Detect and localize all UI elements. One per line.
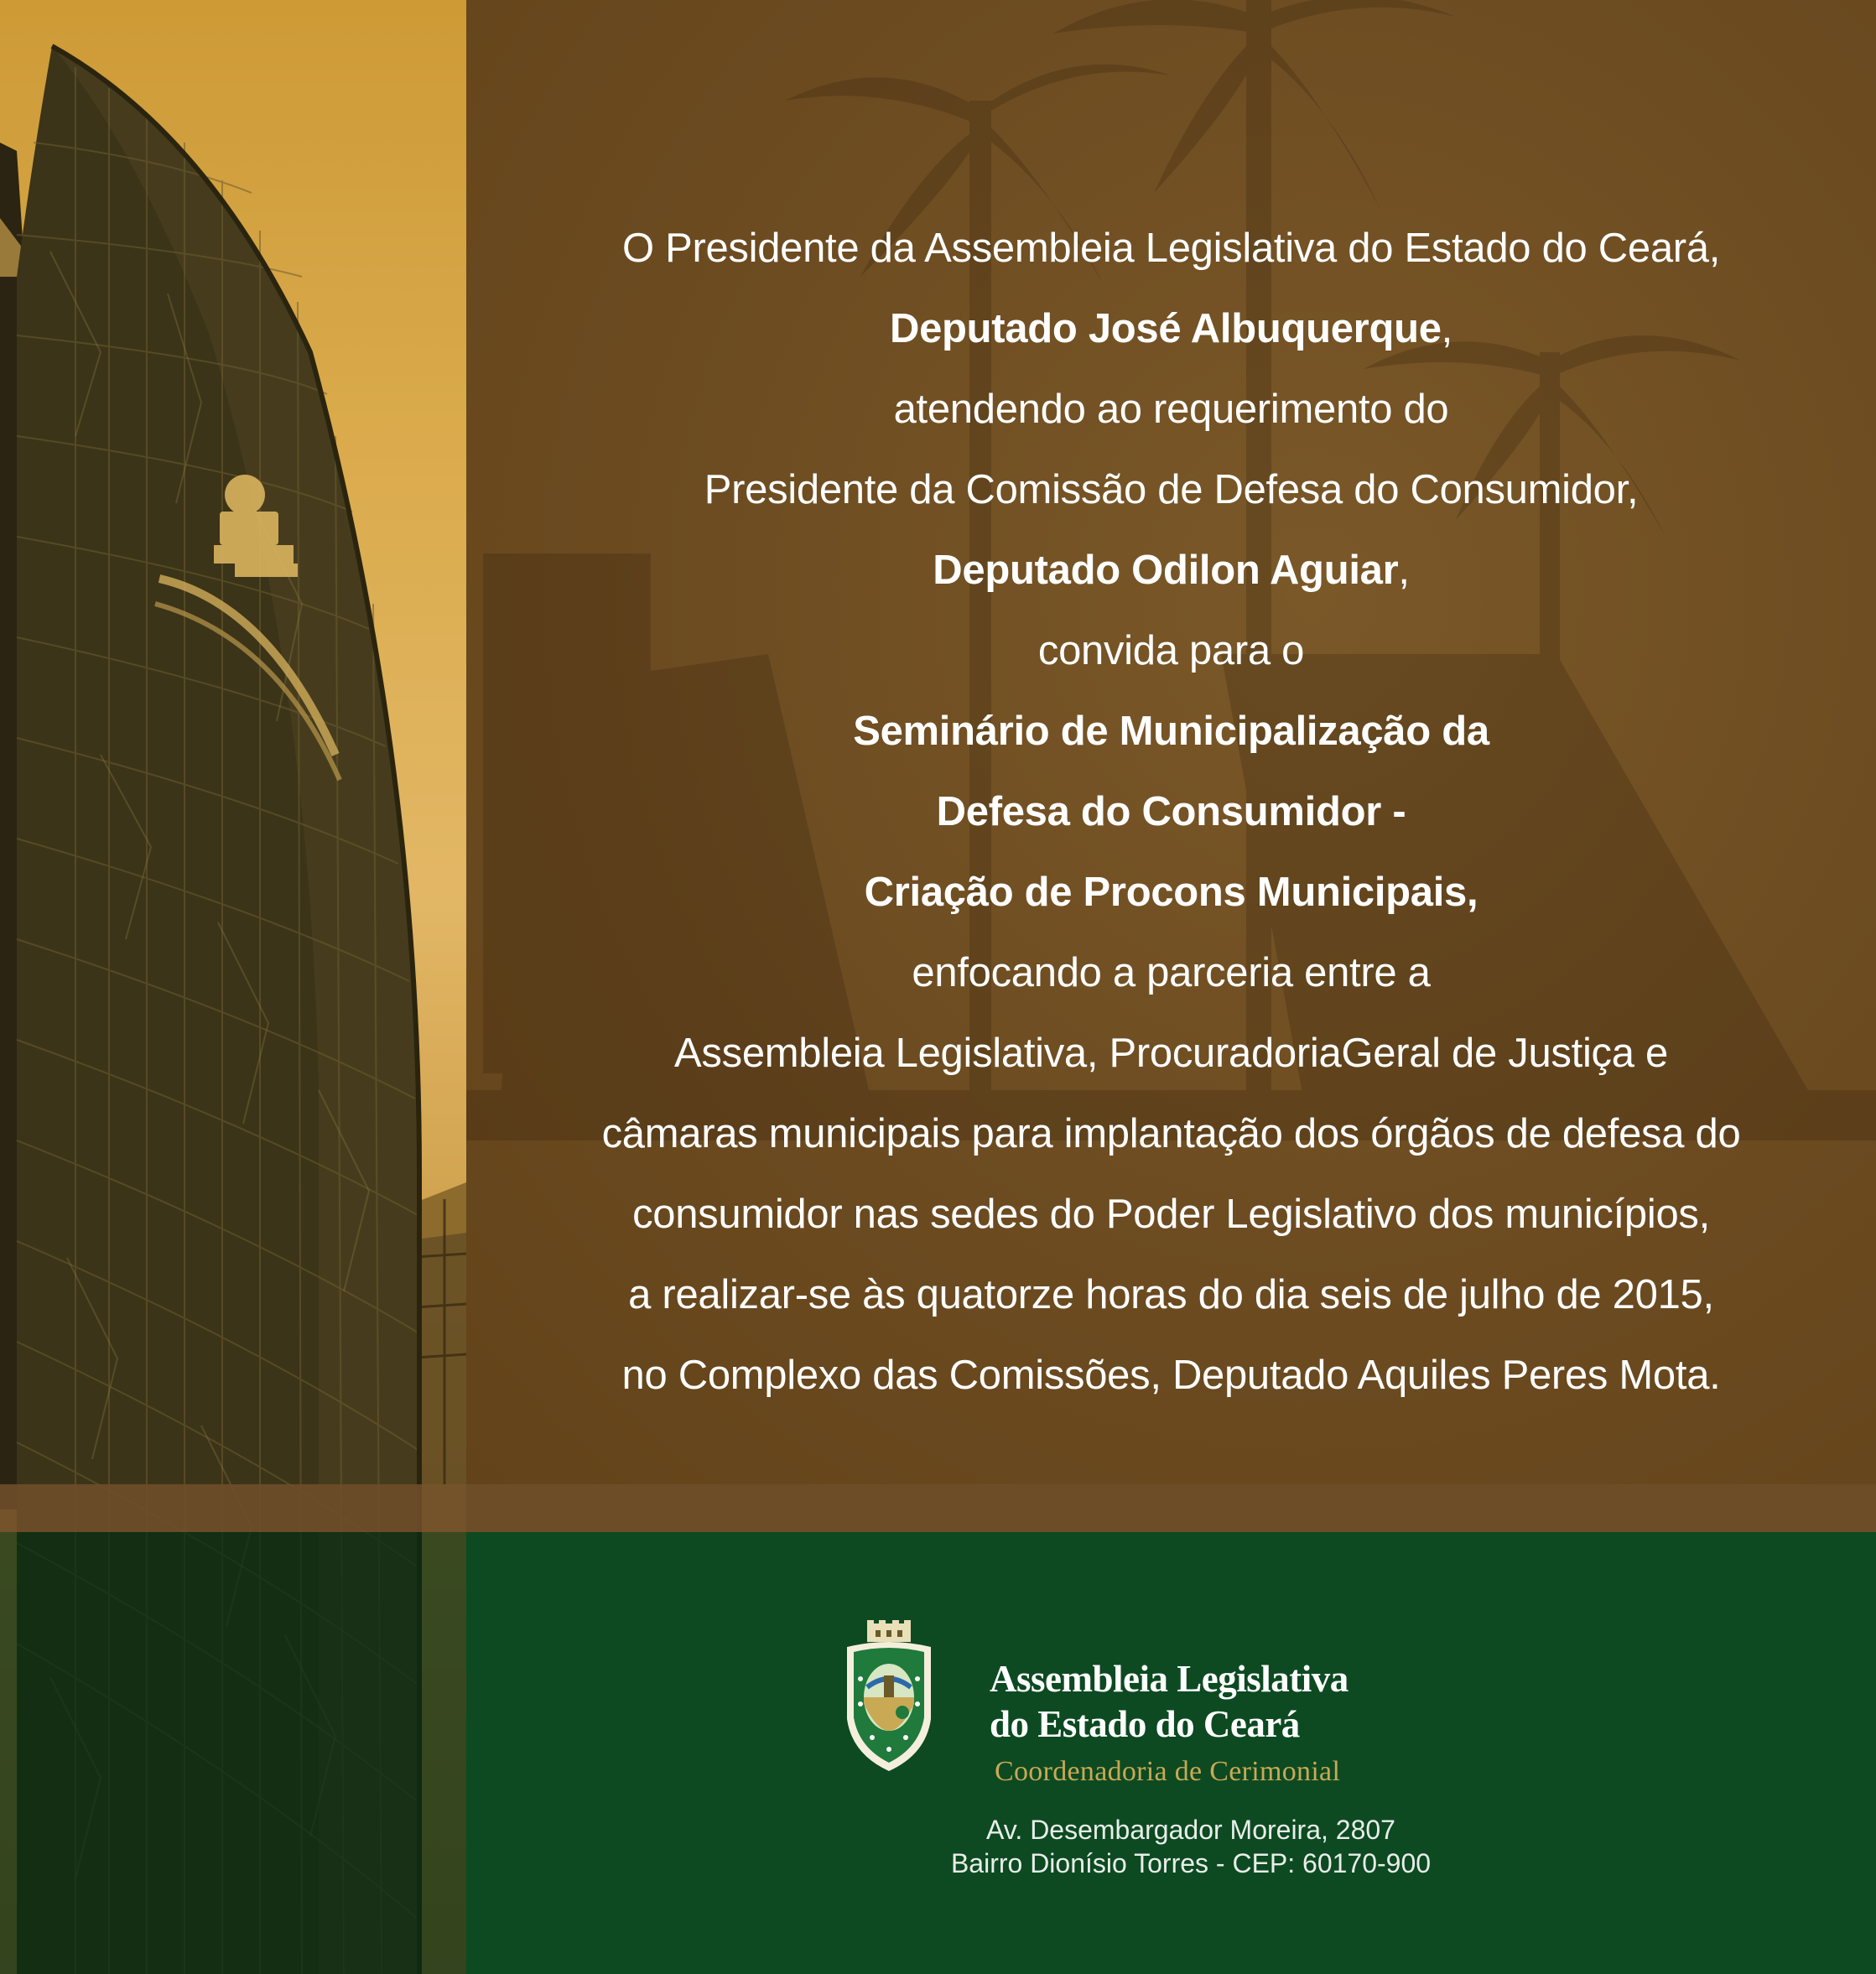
footer-panel — [466, 1532, 1876, 1974]
event-title-line: Criação de Procons Municipais, — [864, 870, 1478, 915]
invitation-line: atendendo ao requerimento do — [893, 387, 1449, 432]
address-street: Av. Desembargador Moreira, 2807 — [986, 1815, 1395, 1845]
invitation-line: convida para o — [1037, 628, 1305, 673]
invitation-line: câmaras municipais para implantação dos órgãos de defesa do — [601, 1111, 1741, 1156]
event-location-line: no Complexo das Comissões, Deputado Aquiles Peres Mota. — [621, 1353, 1721, 1398]
photo-footer-overlay — [0, 1532, 466, 1974]
punctuation: , — [1441, 306, 1452, 351]
event-datetime-line: a realizar-se às quatorze horas do dia seis de julho de 2015, — [628, 1272, 1714, 1317]
invitation-line: O Presidente da Assembleia Legislativa do Estado do Ceará, — [621, 226, 1721, 271]
requester-name: Deputado Odilon Aguiar — [933, 548, 1399, 593]
event-title-line: Defesa do Consumidor - — [936, 789, 1406, 834]
address-neighborhood-zip: Bairro Dionísio Torres - CEP: 60170-900 — [950, 1848, 1432, 1878]
org-name-line2: do Estado do Ceará — [990, 1703, 1300, 1745]
invitation-text — [466, 208, 1876, 1416]
event-title-line: Seminário de Municipalização da — [853, 709, 1489, 754]
invitation-line: consumidor nas sedes do Poder Legislativo dos municípios, — [632, 1192, 1710, 1237]
punctuation: , — [1398, 548, 1410, 593]
invitation-line: Presidente da Comissão de Defesa do Consumidor, — [704, 467, 1639, 512]
invitation-line-requester — [466, 530, 1876, 610]
invitation-line: enfocando a parceria entre a — [912, 950, 1431, 995]
state-coat-of-arms-icon — [842, 1620, 936, 1773]
invitation-line: Assembleia Legislativa, ProcuradoriaGeral de Justiça e — [674, 1031, 1668, 1076]
org-name-line1: Assembleia Legislativa — [990, 1658, 1349, 1700]
president-name: Deputado José Albuquerque — [889, 306, 1442, 351]
invitation-line-president — [466, 288, 1876, 369]
divider-band — [0, 1484, 1876, 1532]
department-name: Coordenadoria de Cerimonial — [995, 1756, 1341, 1787]
